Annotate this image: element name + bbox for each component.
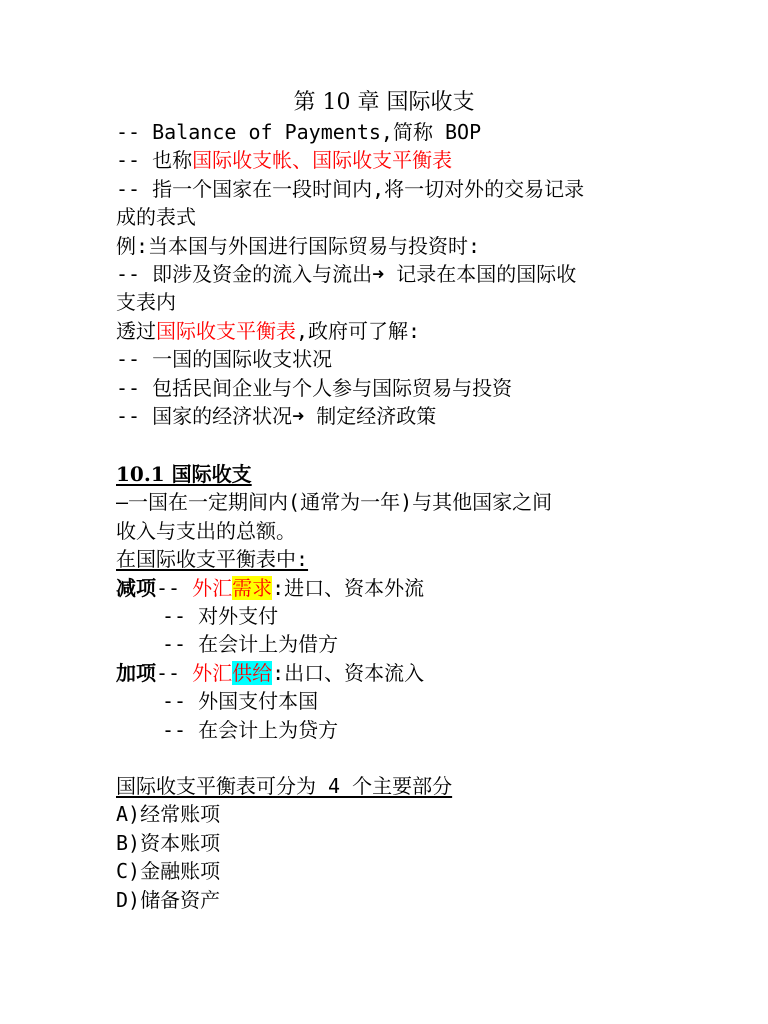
- section-heading: 10.1 国际收支: [116, 462, 252, 486]
- dash: --: [156, 575, 193, 600]
- components-block: [116, 772, 716, 914]
- credit-sub: -- 外国支付本国: [162, 689, 319, 714]
- intro-line: 例:当本国与外国进行国际贸易与投资时:: [116, 233, 481, 258]
- debit-label: 减项: [116, 575, 156, 600]
- intro-line: -- 一国的国际收支状况: [116, 347, 333, 372]
- intro-line: [116, 146, 716, 174]
- red-term: 外汇: [192, 660, 233, 685]
- list-item: D)储备资产: [116, 887, 221, 912]
- section-10-1: [116, 460, 716, 744]
- intro-line: -- Balance of Payments,简称 BOP: [116, 120, 482, 144]
- intro-line: -- 国家的经济状况➜ 制定经济政策: [116, 404, 437, 429]
- credit-rest: :出口、资本流入: [272, 660, 425, 685]
- list-item: C)金融账项: [116, 859, 221, 884]
- intro-line: -- 指一个国家在一段时间内,将一切对外的交易记录: [116, 176, 585, 201]
- debit-sub: -- 对外支付: [162, 604, 279, 629]
- highlight-supply: 供给: [232, 660, 273, 685]
- intro-text: 透过: [116, 318, 156, 343]
- intro-line: -- 即涉及资金的流入与流出➜ 记录在本国的国际收: [116, 262, 577, 287]
- intro-line: 成的表式: [116, 205, 196, 230]
- intro-line: -- 包括民间企业与个人参与国际贸易与投资: [116, 375, 513, 400]
- list-item: B)资本账项: [116, 830, 221, 855]
- highlight-demand: 需求: [232, 575, 273, 600]
- credit-line: [116, 659, 716, 687]
- intro-block: [116, 118, 716, 430]
- intro-text: ,政府可了解:: [296, 318, 421, 343]
- red-term: 外汇: [192, 575, 233, 600]
- list-item: A)经常账项: [116, 802, 221, 827]
- table-intro: 在国际收支平衡表中:: [116, 547, 309, 572]
- definition-line: 收入与支出的总额。: [116, 518, 296, 543]
- definition-line: —一国在一定期间内(通常为一年)与其他国家之间: [116, 490, 553, 515]
- chapter-title: 第 10 章 国际收支: [293, 90, 475, 115]
- credit-sub: -- 在会计上为贷方: [162, 717, 339, 742]
- credit-label: 加项: [116, 660, 156, 685]
- debit-rest: :进口、资本外流: [272, 575, 425, 600]
- debit-sub: -- 在会计上为借方: [162, 632, 339, 657]
- red-term: 国际收支平衡表: [156, 318, 296, 343]
- debit-line: [116, 574, 716, 602]
- intro-line: 支表内: [116, 290, 176, 315]
- components-heading: 国际收支平衡表可分为 4 个主要部分: [116, 774, 453, 798]
- intro-line: [116, 317, 716, 345]
- dash: --: [156, 660, 193, 685]
- red-term: 国际收支帐、国际收支平衡表: [192, 148, 453, 173]
- intro-text: -- 也称: [116, 148, 193, 173]
